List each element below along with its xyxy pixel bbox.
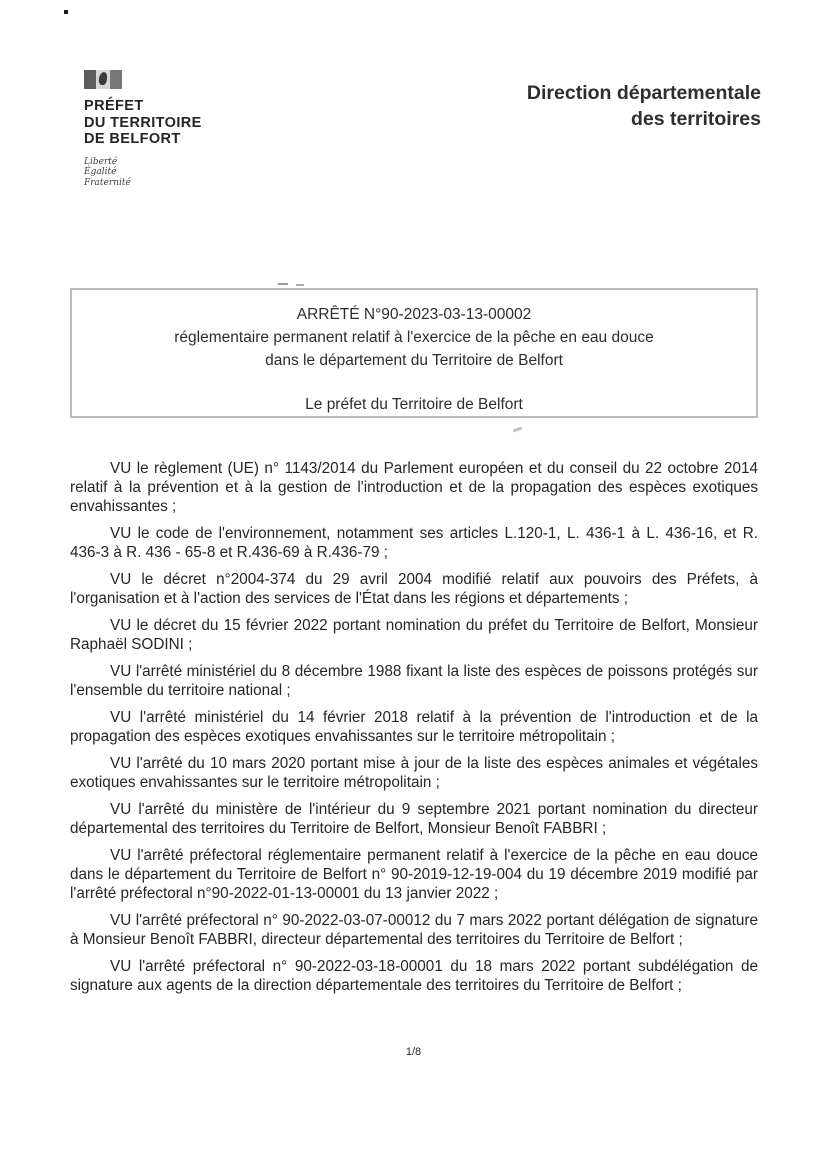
direction-title-line1: Direction départementale [526,82,761,104]
direction-title-line2: des territoires [630,108,761,130]
motto-fraternite: Fraternité [84,177,131,188]
body-paragraph: VU le décret n°2004-374 du 29 avril 2004 modifié relatif aux pouvoirs des Préfets, à l'organisation et à l'action des services de l'État dans les régions et départements ; [70,571,758,607]
body-paragraph: VU le code de l'environnement, notamment ses articles L.120-1, L. 436-1 à L. 436-16, et R. 436-3 à R. 436 - 65-8 et R.436-69 à R.436-79 ; [70,525,758,561]
decree-title-line3: dans le département du Territoire de Belfort [265,352,563,369]
direction-title [527,80,761,132]
decree-title-line2: réglementaire permanent relatif à l'exercice de la pêche en eau douce [174,329,654,346]
body-paragraph: VU le règlement (UE) n° 1143/2014 du Parlement européen et du conseil du 22 octobre 2014 relatif à la prévention et à la gestion de l'introduction et de la propagation des espèces exotiques envahissantes ; [70,460,758,515]
body-paragraph: VU l'arrêté préfectoral n° 90-2022-03-07-00012 du 7 mars 2022 portant délégation de signature à Monsieur Benoît FABBRI, directeur départemental des territoires du Territoire de Belfort ; [70,912,758,948]
body-paragraph: VU l'arrêté du ministère de l'intérieur du 9 septembre 2021 portant nomination du directeur départemental des territoires du Territoire de Belfort, Monsieur Benoît FABBRI ; [70,801,758,837]
body-paragraph: VU l'arrêté préfectoral réglementaire permanent relatif à l'exercice de la pêche en eau douce dans le département du Territoire de Belfort n° 90-2019-12-19-004 du 19 décembre 2019 modifié par l'arrêté préfectoral n°90-2022-01-13-00001 du 13 janvier 2022 ; [70,847,758,902]
prefecture-letterhead [84,70,202,188]
body-paragraph: VU l'arrêté ministériel du 14 février 2018 relatif à la prévention de l'introduction et de la propagation des espèces exotiques envahissantes sur le territoire métropolitain ; [70,709,758,745]
decree-number: ARRÊTÉ N°90-2023-03-13-00002 [296,306,532,323]
decree-author: Le préfet du Territoire de Belfort [305,396,523,413]
body-paragraph: VU l'arrêté préfectoral n° 90-2022-03-18-00001 du 18 mars 2022 portant subdélégation de signature aux agents de la direction départementale des territoires du Territoire de Belfort ; [70,958,758,994]
prefecture-name-line3: DE BELFORT [84,131,181,147]
prefecture-name-line2: DU TERRITOIRE [84,114,202,131]
marianne-flag-icon [84,70,122,89]
page-number: 1/8 [405,1046,422,1058]
body-paragraph: VU l'arrêté du 10 mars 2020 portant mise à jour de la liste des espèces animales et végétales exotiques envahissantes sur le territoire métropolitain ; [70,755,758,791]
decree-title-box [70,288,758,418]
prefecture-name-line1: PRÉFET [84,98,144,114]
scan-artifact [278,283,288,285]
prefecture-name [84,98,202,148]
body-paragraph: VU le décret du 15 février 2022 portant nomination du préfet du Territoire de Belfort, Monsieur Raphaël SODINI ; [70,617,758,653]
scan-artifact [513,427,522,433]
motto-egalite: Égalité [84,167,117,177]
body-paragraph: VU l'arrêté ministériel du 8 décembre 1988 fixant la liste des espèces de poissons protégés sur l'ensemble du territoire national ; [70,663,758,699]
scan-artifact [296,284,304,286]
decree-body [70,459,758,1003]
republic-motto [84,157,202,189]
scan-artifact [64,10,68,14]
motto-liberte: Liberté [84,156,118,167]
